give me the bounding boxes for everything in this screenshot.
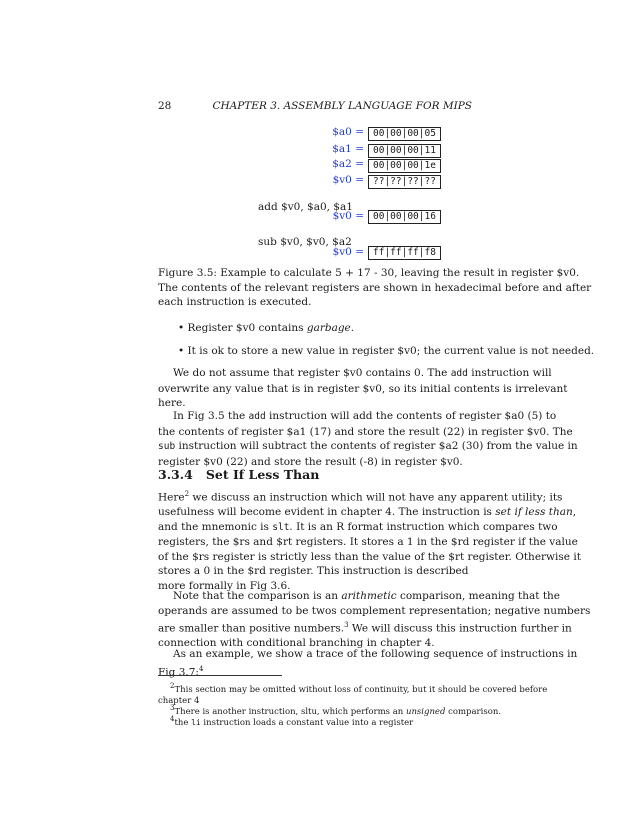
bullet-item: • Register $v0 contains garbage. [178,322,355,334]
register-label: $v0 = [332,210,364,222]
paragraph: Note that the comparison is an arithmetic comparison, meaning that the operands are assumed to be twos complement representation; negative numbers are smaller than positive numbers.$^3$ We will discuss this instruction further in connection with conditional branching in chapter 4. [158,590,591,649]
bullet-item: • It is ok to store a new value in register $v0; the current value is not needed. [178,345,595,357]
figure-caption [158,266,592,310]
register-value-box: ??|??|??|?? [368,175,441,189]
chapter-title: CHAPTER 3. ASSEMBLY LANGUAGE FOR MIPS [212,100,472,112]
footnote-3: $^3$There is another instruction, sltu, which performs an unsigned comparison. [170,704,501,717]
register-row-v0-after-add [286,210,364,224]
paragraph: Here$^2$ we discuss an instruction which will not have any apparent utility; its usefulness will become evident in chapter 4. The instruction is set if less than, and the mnemonic is slt. It is an R format instruction which compares two registers, the $rs and $rt registers. It stores a 1 in the $rd register if the value of the $rs register is strictly less than the value of the $rt register. Otherwise it stores a 0 in the $rd register. This instruction is described more formally in Fig 3.6. [158,490,581,592]
register-label: $v0 = [332,174,364,186]
section-title: Set If Less Than [205,467,320,482]
register-label: $a0 = [332,126,364,138]
caption-line: The contents of the relevant registers are shown in hexadecimal before and after [158,281,592,294]
register-label: $a1 = [332,143,364,155]
section-heading [158,467,319,482]
paragraph: In Fig 3.5 the add instruction will add the contents of register $a0 (5) to the contents of register $a1 (17) and store the result (22) in register $v0. The sub instruction will subtract the contents of register $a2 (30) from the value in register $v0 (22) and store the result (-8) in register $v0. [158,410,578,468]
bullet-icon: • [178,345,188,357]
register-row-a1 [286,143,364,157]
footnote-4: $^4$the li instruction loads a constant value into a register [170,715,414,728]
register-row-a2 [286,158,364,172]
footnote-rule [158,675,282,676]
register-label: $a2 = [332,158,364,170]
register-row-v0 [286,174,364,188]
register-value-box: 00|00|00|16 [368,210,441,224]
caption-line: Figure 3.5: Example to calculate 5 + 17 - 30, leaving the result in register $v0. [158,267,580,279]
register-row-v0-after-sub [286,246,364,260]
register-value-box: 00|00|00|05 [368,127,441,141]
footnote-2: $^2$This section may be omitted without loss of continuity, but it should be covered before chapter 4 [158,682,548,706]
instruction-sub: sub $v0, $v0, $a2 [258,236,352,248]
register-value-box: ff|ff|ff|f8 [368,246,441,260]
paragraph: We do not assume that register $v0 contains 0. The add instruction will overwrite any value that is in register $v0, so its initial contents is irrelevant here. [158,367,568,409]
register-value-box: 00|00|00|11 [368,144,441,158]
instruction-add: add $v0, $a0, $a1 [258,201,353,213]
bullet-icon: • [178,322,188,334]
section-number: 3.3.4 [158,467,193,482]
caption-line: each instruction is executed. [158,296,312,308]
register-row-a0 [286,126,364,140]
paragraph: As an example, we show a trace of the following sequence of instructions in Fig 3.7:$^4$ [158,648,578,678]
register-label: $v0 = [332,246,364,258]
register-value-box: 00|00|00|1e [368,159,441,173]
page-number: 28 [158,100,172,112]
